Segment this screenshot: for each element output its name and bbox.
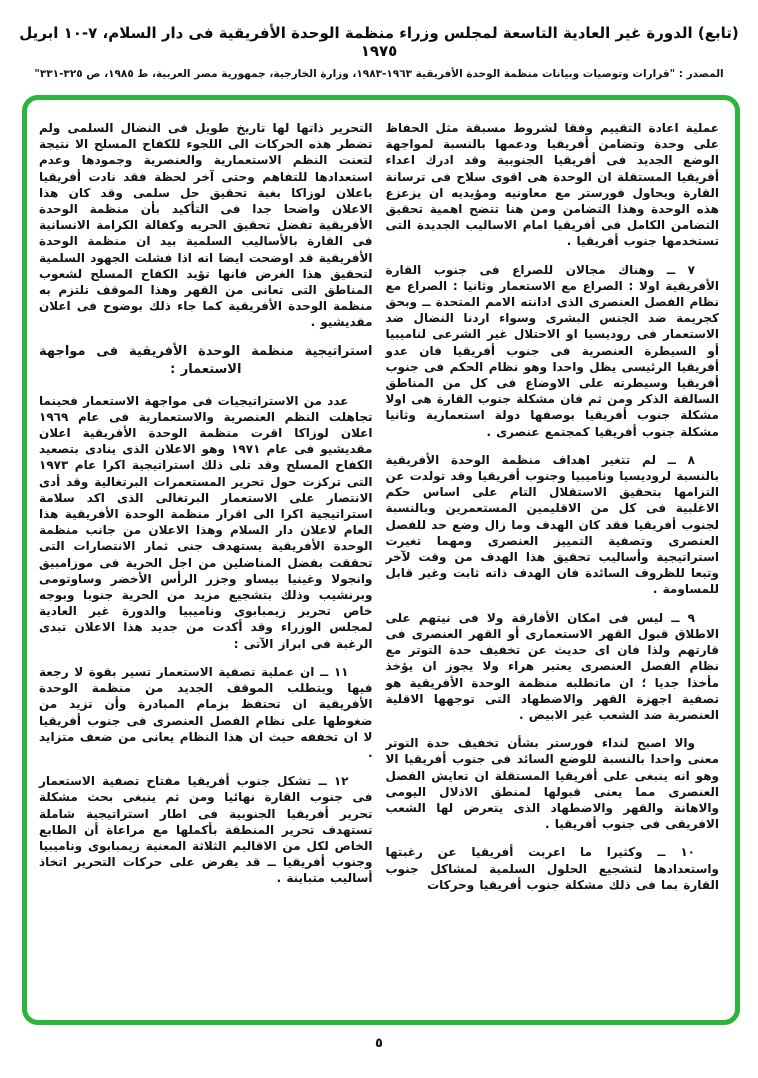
left-column <box>39 120 373 1010</box>
paragraph-item-12: ١٢ ــ تشكل جنوب أفريقيا مفتاح تصفية الاستعمار فى جنوب القارة نهائيا ومن ثم ينبغى بحث مشكلة تحرير أفريقيا الجنوبية فى اطار استراتيجية شاملة تستهدف تحرير المنطقة بأكملها مع مراعاة أن الطابع الخاص لكل من الاقاليم الثلاثة المعنية زيمبابوى وناميبيا وجنوب أفريقيا ــ قد يفرض على حركات التحرير اتخاذ أساليب متباينة . <box>39 774 373 886</box>
paragraph-item-7: ٧ ــ وهناك مجالان للصراع فى جنوب القارة الأفريقية اولا : الصراع مع الاستعمار وثانيا : الصراع مع نظام الفصل العنصرى الذى ادانته الامم المتحدة ــ وبحق كجريمة ضد الجنس البشرى وسواء اردنا النضال ضد الاستعمار فى روديسيا او الاحتلال غير الشرعى لناميبيا أو السيطرة العنصرية فى جنوب أفريقيا فان عدو أفريقيا الرئيسى يظل واحدا وهو نظام الحكم فى جنوب أفريقيا وسيطرته على الاوضاع فى كل من المناطق السالفة الذكر ومن ثم فان مشكلة جنوب القارة هى اولا مشكلة جنوب أفريقيا بوصفها دولة استعمارية وثانيا مشكلة جنوب أفريقيا كمجتمع عنصرى . <box>385 262 719 439</box>
paragraph-strategies-history: عدد من الاستراتيجيات فى مواجهة الاستعمار فحينما تجاهلت النظم العنصرية والاستعمارية فى عام ١٩٦٩ اعلان لوزاكا اقرت منظمة الوحدة الأفريقية اعلان مقديشيو فى عام ١٩٧١ وهو الاعلان الذى ينادى بتصعيد الكفاح المسلح وقد تلى ذلك استراتيجية اكرا عام ١٩٧٣ التى تركزت حول تحرير المستعمرات البرتغالية وقد أدى الانتصار على الاستعمار البرتغالى الذى اكد سلامة استراتيجية اكرا الى اقرار منظمة الوحدة الأفريقية هذا العام لاعلان دار السلام وهذا الاعلان من جانب منظمة الوحدة الأفريقية يستهدف جنى ثمار الانتصارات التى تحققت بفضل المناضلين من اجل الحرية فى موزامبيق وانجولا وغينيا بيساو وجزر الرأس الأخضر وساوتومى وبرنشيب وذلك بتشجيع مزيد من الحرية جنوبا وبوجه خاص تحرير زيمبابوى وناميبيا والدورة غير العادية لمجلس الوزراء وقد أكدت من جديد هذا الاعلان تبدى الرغبة فى ابراز الآتى : <box>39 393 373 651</box>
paragraph-item-10: ١٠ ــ وكثيرا ما اعربت أفريقيا عن رغبتها واستعدادها لتشجيع الحلول السلمية لمشاكل جنوب القارة بما فى ذلك مشكلة جنوب أفريقيا وحركات <box>385 845 719 892</box>
paragraph-item-11: ١١ ــ ان عملية تصفية الاستعمار تسير بقوة لا رجعة فيها ويتطلب الموقف الجديد من منظمة الوحدة الأفريقية ان تحتفظ بزمام المبادرة وأن تزيد من ضغوطها على نظام الفصل العنصرى فى جنوب أفريقيا لا ان تخففه حيث ان هذا النظام يعانى من ضعف متزايد . <box>39 664 373 760</box>
paragraph-vorster-call: والا اصبح لنداء فورستر بشأن تخفيف حدة التوتر معنى واحدا بالنسبة للوضع السائد فى جنوب أفريقيا الا وهو انه ينبغى على أفريقيا المستقلة ان تعايش الفصل العنصرى مما يعنى قبولها لمنطق الاذلال اليومى والاهانة والقهر والاضطهاد الذى يتعرض لها الشعب الافريقى فى جنوب أفريقيا . <box>385 736 719 832</box>
paragraph-item-9: ٩ ــ ليس فى امكان الأفارقة ولا فى نيتهم على الاطلاق قبول القهر الاستعمارى أو القهر العنصرى فى قارتهم ولذا فان اى حديث عن تخفيف حدة التوتر مع نظام الفصل العنصرى يعتبر هراء ولا يجوز ان يؤخذ مأخذا جديا ؛ ان ماتطلبه منظمة الوحدة الأفريقية هو تصفية اجهزة القهر والاضطهاد التى توجهها الاقلية العنصرية ضد الشعب غير الابيض . <box>385 610 719 722</box>
page-title: (تابع) الدورة غير العادية التاسعة لمجلس وزراء منظمة الوحدة الأفريقية فى دار السلام، ٧-١٠ ابريل ١٩٧٥ <box>19 24 739 60</box>
source-citation: المصدر : "قرارات وتوصيات وبيانات منظمة الوحدة الأفريقية ١٩٦٣-١٩٨٣، وزارة الخارجية، جمهورية مصر العربية، ط ١٩٨٥، ص ٣٢٥-٣٣١" <box>34 68 724 80</box>
page-header <box>0 0 758 80</box>
green-border-box <box>22 95 740 1025</box>
two-column-text <box>39 120 719 1010</box>
right-column <box>386 120 720 1010</box>
page-number: ٥ <box>375 1036 383 1051</box>
paragraph-liberation-movements: التحرير ذاتها لها تاريخ طويل فى النضال السلمى ولم تضطر هذه الحركات الى اللجوء للكفاح المسلح الا نتيجة لتعنت النظم الاستعمارية والعنصرية وجمودها وعدم استعدادها للتفاهم وحتى آخر لحظة فقد نادت أفريقيا باعلان لوزاكا بغية تحقيق حل سلمى وقد كان هذا الاعلان واضحا جدا فى التأكيد بأن منظمة الوحدة الأفريقية تفضل تحقيق الحريه وكفالة الكرامة الانسانية فى القارة بالأساليب السلمية بيد ان منظمة الوحدة الأفريقية قد اوضحت ايضا انه اذا فشلت الجهود السلمية لتحقيق هذا الغرض فانها تؤيد الكفاح المسلح لشعوب المناطق التى تعانى من القهر وهذا الموقف تلتزم به منظمة الوحدة الأفريقية كما جاء ذلك بوضوح فى اعلان مقديشيو . <box>39 121 373 330</box>
paragraph-continuation: عملية اعادة التقييم وفقا لشروط مسبقة مثل الحفاظ على وحدة وتضامن أفريقيا ودعمها بالنسبة لمواجهة الوضع الجديد فى أفريقيا الجنوبية وقد ادرك اعداء أفريقيا المستقلة ان الوحدة هى اقوى سلاح فى ترسانة القارة ويحاول فورستر مع معاونيه ومؤيديه ان يزعزع هذه الوحدة وهذا التضامن ومن هنا تتضح اهمية تحقيق التضامن الكامل فى أفريقيا امام الاساليب الجديدة التى تستخدمها جنوب أفريقيا . <box>385 121 719 249</box>
paragraph-item-8: ٨ ــ لم تتغير اهداف منظمة الوحدة الأفريقية بالنسبة لروديسيا وناميبيا وجنوب أفريقيا وقد تولدت عن التزامها بتحقيق الاستقلال التام على اساس حكم الاغلبية فى كل من الاقليمين المستعمرين وبالنسبة لجنوب أفريقيا فقد كان الهدف وما زال وضع حد للفصل العنصرى وتصفية التمييز العنصرى ومهما تغيرت استراتيجية وأساليب تحقيق هذا الهدف من وقت لآخر وتبعا للظروف السائدة فان الهدف ذاته ثابت وغير قابل للمساومة . <box>385 452 719 597</box>
section-heading-oau-strategy: استراتيجية منظمة الوحدة الأفريقية فى مواجهة الاستعمار : <box>39 343 373 377</box>
